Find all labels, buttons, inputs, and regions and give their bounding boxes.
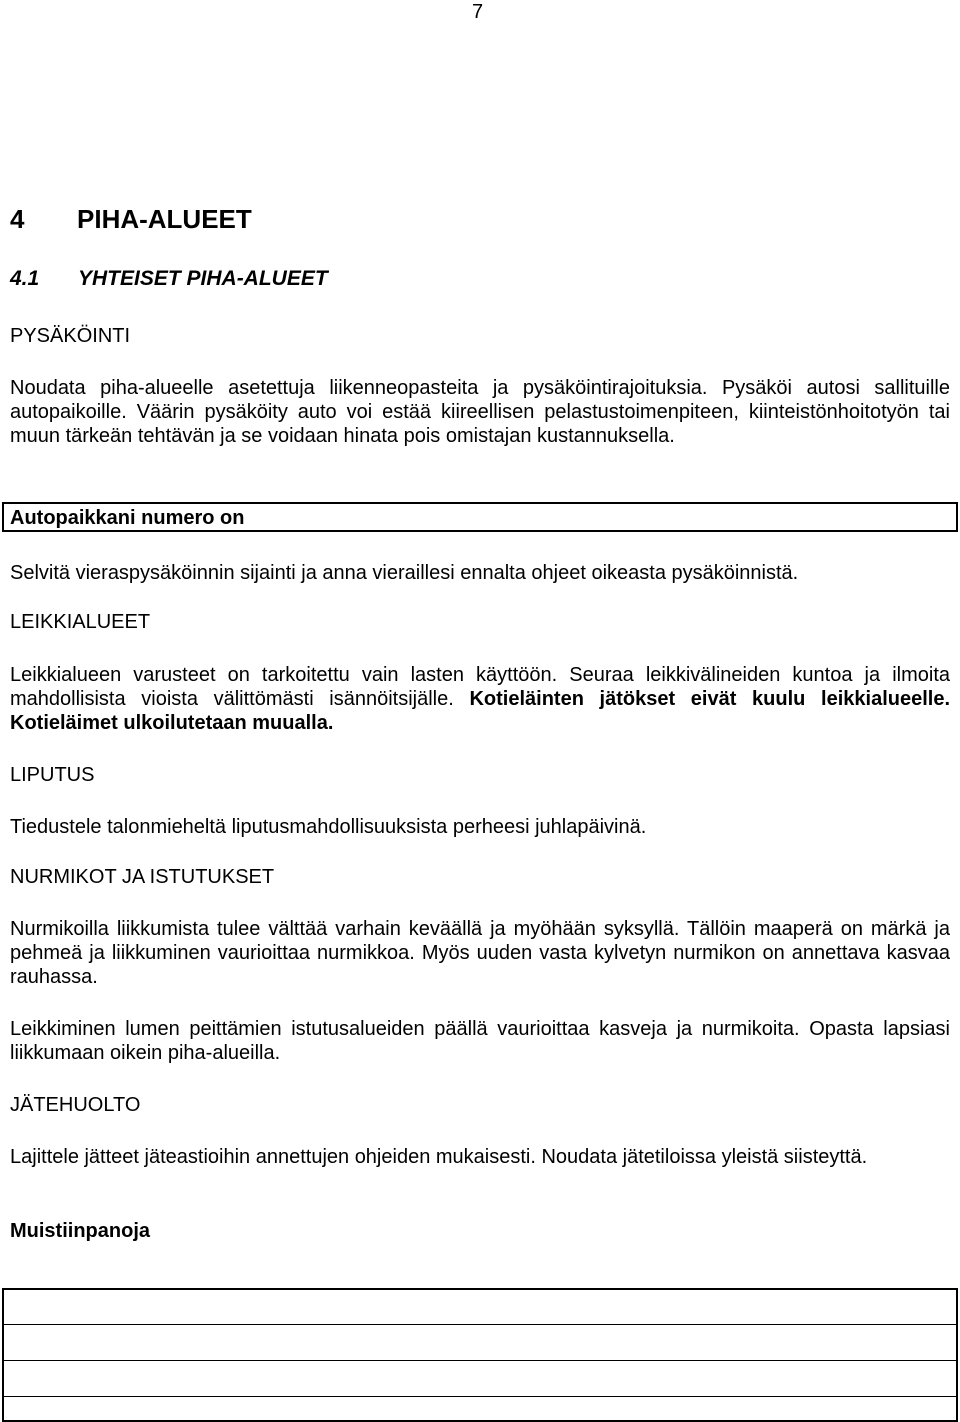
waste-text: Lajittele jätteet jäteastioihin annettujen ohjeiden mukaisesti. Noudata jätetiloissa yleistä siisteyttä. [10, 1146, 868, 1168]
chapter-heading [10, 201, 252, 237]
playgrounds-heading: LEIKKIALUEET [10, 611, 151, 633]
playgrounds-paragraph [10, 663, 950, 735]
page-number: 7 [472, 1, 484, 23]
notes-line [4, 1360, 956, 1361]
flags-heading: LIPUTUS [10, 764, 95, 786]
parking-number-label: Autopaikkani numero on [10, 507, 245, 529]
notes-line [4, 1324, 956, 1325]
playgrounds-text: Leikkialueen varusteet on tarkoitettu vain lasten käyttöön. Seuraa leikkivälineiden kuntoa ja ilmoita mahdollisista vioista välittömästi isännöitsijälle. [10, 664, 950, 710]
flags-text: Tiedustele talonmieheltä liputusmahdollisuuksista perheesi juhlapäivinä. [10, 816, 647, 838]
lawns-paragraph-2: Leikkiminen lumen peittämien istutusalueiden päällä vaurioittaa kasveja ja nurmikoita. Opasta lapsiasi liikkumaan oikein piha-alueilla. [10, 1018, 950, 1064]
lawns-heading: NURMIKOT JA ISTUTUKSET [10, 866, 275, 888]
notes-box[interactable] [2, 1288, 958, 1422]
parking-paragraph: Noudata piha-alueelle asetettuja liikenneopasteita ja pysäköintirajoituksia. Pysäköi autosi sallituille autopaikoille. Väärin pysäköity auto voi estää kiireellisen pelastustoimenpiteen, kiinteistönhoitotyön tai muun tärkeän tehtävän ja se voidaan hinata pois omistajan kustannuksella. [10, 377, 950, 447]
section-number: 4.1 [10, 267, 40, 290]
notes-line [4, 1396, 956, 1397]
chapter-title: PIHA-ALUEET [77, 204, 252, 234]
playgrounds-bold-text: Kotieläinten jätökset eivät kuulu leikkialueelle. Kotieläimet ulkoilutetaan muualla. [10, 688, 950, 734]
parking-number-field[interactable] [2, 502, 958, 532]
waste-heading: JÄTEHUOLTO [10, 1094, 141, 1116]
chapter-number: 4 [10, 204, 25, 234]
visitor-parking-text: Selvitä vieraspysäköinnin sijainti ja anna vieraillesi ennalta ohjeet oikeasta pysäköinnistä. [10, 562, 799, 584]
parking-heading: PYSÄKÖINTI [10, 325, 131, 347]
section-heading [10, 264, 328, 294]
section-title: YHTEISET PIHA-ALUEET [78, 267, 328, 290]
lawns-paragraph-1: Nurmikoilla liikkumista tulee välttää varhain keväällä ja myöhään syksyllä. Tällöin maaperä on märkä ja pehmeä ja liikkuminen vaurioittaa nurmikkoa. Myös uuden vasta kylvetyn nurmikon on annettava kasvaa rauhassa. [10, 918, 950, 988]
notes-title: Muistiinpanoja [10, 1220, 150, 1242]
